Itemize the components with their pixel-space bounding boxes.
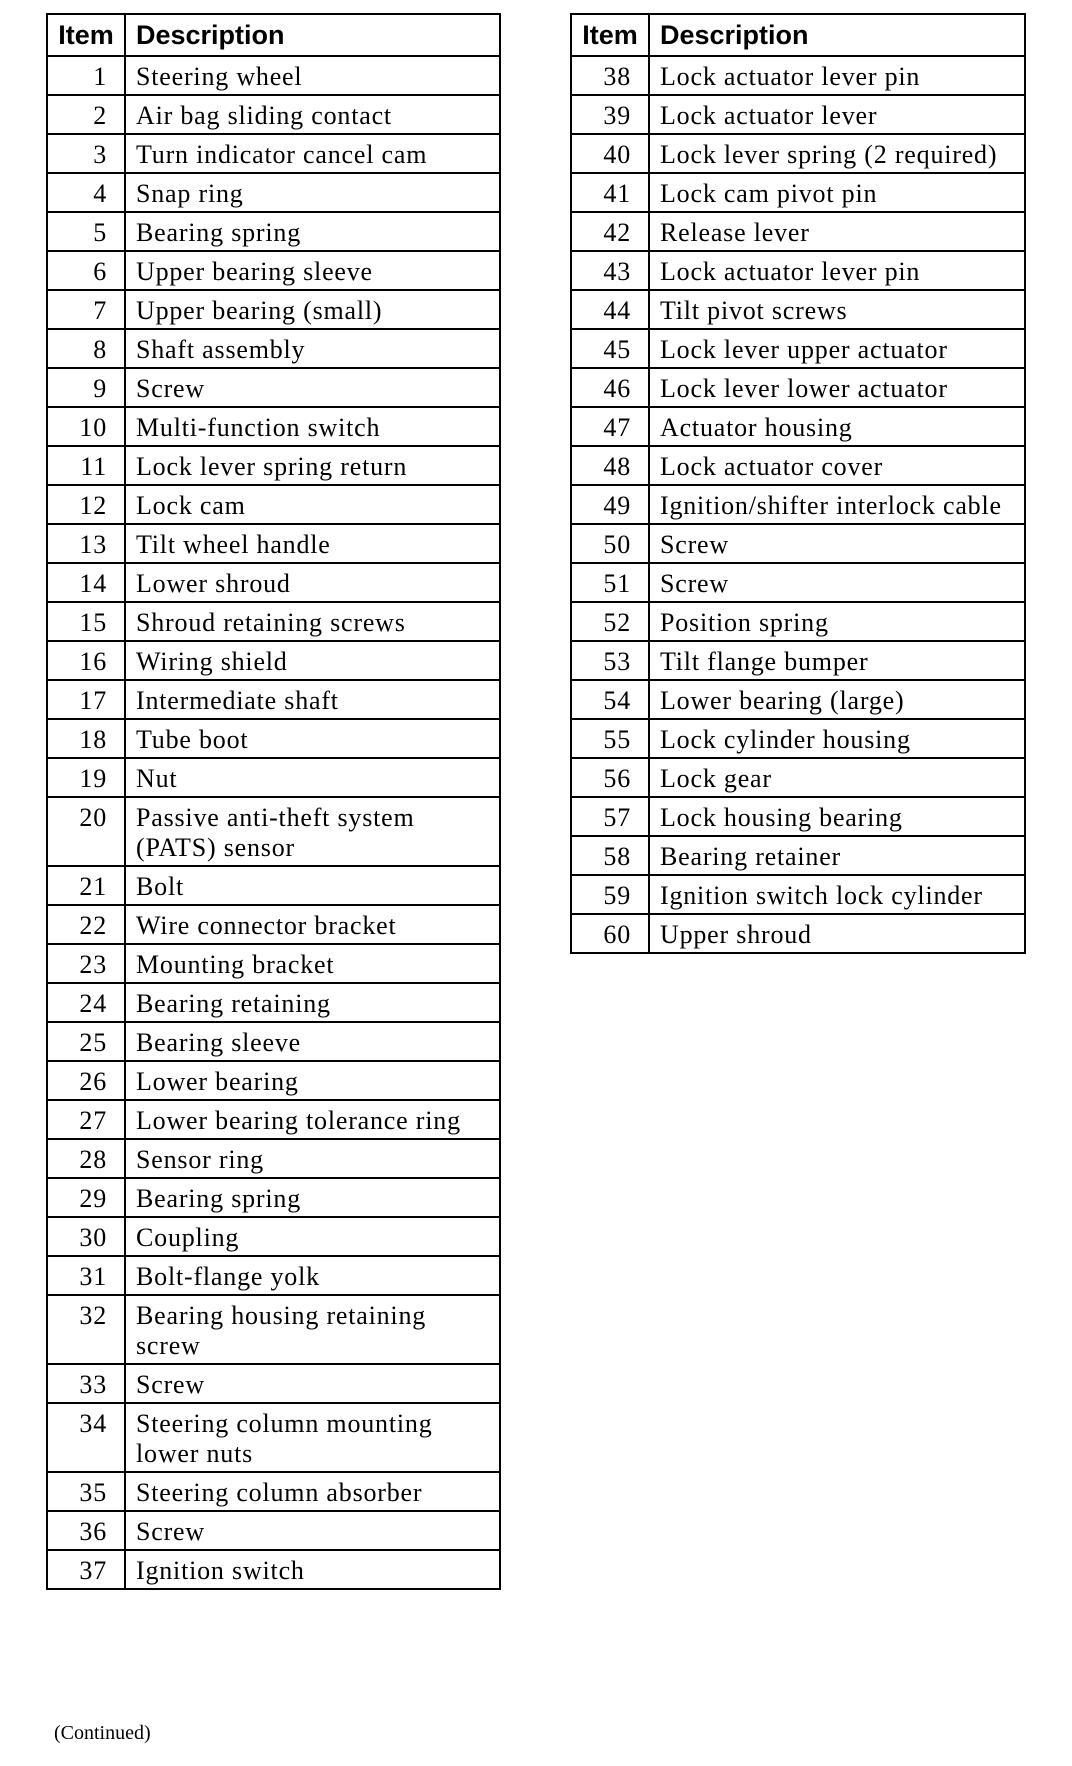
item-description: Actuator housing [649, 407, 1025, 446]
item-description: Upper bearing (small) [125, 290, 500, 329]
item-number: 6 [47, 251, 125, 290]
column-header-item: Item [571, 14, 649, 56]
item-number: 13 [47, 524, 125, 563]
item-number: 10 [47, 407, 125, 446]
item-number: 55 [571, 719, 649, 758]
table-row [47, 1217, 500, 1256]
item-description: Bolt-flange yolk [125, 1256, 500, 1295]
table-row [47, 641, 500, 680]
table-row [47, 95, 500, 134]
table-row [47, 485, 500, 524]
table-row [47, 212, 500, 251]
table-body [47, 56, 500, 1589]
item-number: 27 [47, 1100, 125, 1139]
item-description: Snap ring [125, 173, 500, 212]
item-number: 36 [47, 1511, 125, 1550]
item-number: 16 [47, 641, 125, 680]
column-header-description: Description [649, 14, 1025, 56]
parts-table-right [570, 13, 1026, 954]
item-description: Ignition switch [125, 1550, 500, 1589]
item-number: 51 [571, 563, 649, 602]
table-row [47, 719, 500, 758]
item-description: Wire connector bracket [125, 905, 500, 944]
item-description: Lock lever spring return [125, 446, 500, 485]
table-row [47, 602, 500, 641]
item-description: Lock actuator lever pin [649, 251, 1025, 290]
table-row [571, 95, 1025, 134]
item-number: 43 [571, 251, 649, 290]
item-description: Tilt wheel handle [125, 524, 500, 563]
item-number: 3 [47, 134, 125, 173]
item-description: Lock actuator lever pin [649, 56, 1025, 95]
table-body [571, 56, 1025, 953]
table-row [47, 56, 500, 95]
table-row [47, 251, 500, 290]
table-row [47, 680, 500, 719]
item-number: 53 [571, 641, 649, 680]
item-description: Tilt pivot screws [649, 290, 1025, 329]
table-row [47, 368, 500, 407]
table-row [571, 836, 1025, 875]
item-description: Release lever [649, 212, 1025, 251]
table-row [571, 914, 1025, 953]
item-number: 47 [571, 407, 649, 446]
table-row [47, 797, 500, 866]
item-number: 21 [47, 866, 125, 905]
table-row [47, 758, 500, 797]
table-row [571, 290, 1025, 329]
item-number: 49 [571, 485, 649, 524]
table-row [47, 1511, 500, 1550]
table-row [47, 1061, 500, 1100]
item-description: Lock housing bearing [649, 797, 1025, 836]
item-description: Steering column absorber [125, 1472, 500, 1511]
table-row [571, 641, 1025, 680]
item-number: 32 [47, 1295, 125, 1364]
table-row [571, 329, 1025, 368]
table-row [47, 1100, 500, 1139]
item-number: 31 [47, 1256, 125, 1295]
table-row [47, 1472, 500, 1511]
item-number: 19 [47, 758, 125, 797]
table-row [47, 866, 500, 905]
item-number: 57 [571, 797, 649, 836]
table-row [571, 485, 1025, 524]
item-number: 11 [47, 446, 125, 485]
parts-table-left [46, 13, 501, 1590]
item-description: Lock lever spring (2 required) [649, 134, 1025, 173]
item-number: 14 [47, 563, 125, 602]
item-number: 25 [47, 1022, 125, 1061]
item-description: Lower bearing (large) [649, 680, 1025, 719]
table-row [47, 1295, 500, 1364]
item-number: 15 [47, 602, 125, 641]
item-description: Lock cylinder housing [649, 719, 1025, 758]
item-description: Lower bearing tolerance ring [125, 1100, 500, 1139]
item-description: Lock cam [125, 485, 500, 524]
item-description: Bearing retaining [125, 983, 500, 1022]
item-description: Lock cam pivot pin [649, 173, 1025, 212]
table-row [571, 719, 1025, 758]
item-number: 24 [47, 983, 125, 1022]
item-number: 12 [47, 485, 125, 524]
item-number: 44 [571, 290, 649, 329]
item-number: 30 [47, 1217, 125, 1256]
table-row [571, 173, 1025, 212]
item-description: Lock gear [649, 758, 1025, 797]
table-row [47, 1139, 500, 1178]
table-row [571, 251, 1025, 290]
item-description: Shroud retaining screws [125, 602, 500, 641]
item-description: Position spring [649, 602, 1025, 641]
table-row [571, 134, 1025, 173]
item-number: 9 [47, 368, 125, 407]
item-number: 29 [47, 1178, 125, 1217]
item-description: Tilt flange bumper [649, 641, 1025, 680]
item-description: Bearing spring [125, 1178, 500, 1217]
item-description: Coupling [125, 1217, 500, 1256]
item-number: 18 [47, 719, 125, 758]
item-description: Screw [125, 368, 500, 407]
table-row [571, 56, 1025, 95]
item-number: 1 [47, 56, 125, 95]
item-description: Intermediate shaft [125, 680, 500, 719]
table-row [47, 983, 500, 1022]
item-number: 8 [47, 329, 125, 368]
item-description: Ignition/shifter interlock cable [649, 485, 1025, 524]
table-row [47, 134, 500, 173]
table-row [571, 758, 1025, 797]
table-row [47, 290, 500, 329]
column-header-description: Description [125, 14, 500, 56]
table-row [47, 173, 500, 212]
item-description: Screw [649, 524, 1025, 563]
item-description: Upper shroud [649, 914, 1025, 953]
table-header-row [47, 14, 500, 56]
item-number: 20 [47, 797, 125, 866]
item-description: Lock lever upper actuator [649, 329, 1025, 368]
table-row [571, 524, 1025, 563]
item-number: 40 [571, 134, 649, 173]
table-row [47, 329, 500, 368]
table-row [571, 602, 1025, 641]
item-description: Ignition switch lock cylinder [649, 875, 1025, 914]
item-description: Lower shroud [125, 563, 500, 602]
item-description: Screw [649, 563, 1025, 602]
table-row [47, 407, 500, 446]
item-description: Tube boot [125, 719, 500, 758]
item-number: 46 [571, 368, 649, 407]
table-row [47, 1022, 500, 1061]
item-description: Bearing housing retaining screw [125, 1295, 500, 1364]
table-row [47, 1403, 500, 1472]
table-row [47, 563, 500, 602]
item-number: 56 [571, 758, 649, 797]
table-row [571, 680, 1025, 719]
item-description: Wiring shield [125, 641, 500, 680]
item-number: 52 [571, 602, 649, 641]
item-number: 59 [571, 875, 649, 914]
table-row [571, 875, 1025, 914]
item-number: 39 [571, 95, 649, 134]
item-description: Bolt [125, 866, 500, 905]
table-row [47, 446, 500, 485]
item-number: 35 [47, 1472, 125, 1511]
item-number: 37 [47, 1550, 125, 1589]
item-number: 50 [571, 524, 649, 563]
item-number: 45 [571, 329, 649, 368]
item-number: 22 [47, 905, 125, 944]
item-number: 17 [47, 680, 125, 719]
table-row [571, 446, 1025, 485]
table-row [47, 1178, 500, 1217]
item-description: Nut [125, 758, 500, 797]
item-description: Shaft assembly [125, 329, 500, 368]
table-row [571, 407, 1025, 446]
item-number: 48 [571, 446, 649, 485]
item-description: Screw [125, 1364, 500, 1403]
item-number: 60 [571, 914, 649, 953]
table-row [571, 368, 1025, 407]
item-number: 34 [47, 1403, 125, 1472]
item-number: 23 [47, 944, 125, 983]
item-description: Air bag sliding contact [125, 95, 500, 134]
item-description: Steering column mounting lower nuts [125, 1403, 500, 1472]
item-description: Lock actuator lever [649, 95, 1025, 134]
item-description: Turn indicator cancel cam [125, 134, 500, 173]
continued-note: (Continued) [54, 1722, 151, 1744]
item-number: 58 [571, 836, 649, 875]
item-number: 5 [47, 212, 125, 251]
item-description: Upper bearing sleeve [125, 251, 500, 290]
item-description: Bearing sleeve [125, 1022, 500, 1061]
item-description: Multi-function switch [125, 407, 500, 446]
item-description: Lock lever lower actuator [649, 368, 1025, 407]
item-description: Sensor ring [125, 1139, 500, 1178]
table-row [571, 797, 1025, 836]
column-header-item: Item [47, 14, 125, 56]
table-row [571, 212, 1025, 251]
item-description: Mounting bracket [125, 944, 500, 983]
item-description: Bearing spring [125, 212, 500, 251]
item-number: 28 [47, 1139, 125, 1178]
item-number: 33 [47, 1364, 125, 1403]
item-description: Screw [125, 1511, 500, 1550]
table-row [47, 944, 500, 983]
table-row [571, 563, 1025, 602]
table-row [47, 1364, 500, 1403]
item-number: 54 [571, 680, 649, 719]
item-number: 41 [571, 173, 649, 212]
item-description: Passive anti-theft system (PATS) sensor [125, 797, 500, 866]
item-description: Lower bearing [125, 1061, 500, 1100]
item-description: Steering wheel [125, 56, 500, 95]
item-number: 4 [47, 173, 125, 212]
item-number: 7 [47, 290, 125, 329]
table-row [47, 1256, 500, 1295]
table-row [47, 905, 500, 944]
item-number: 2 [47, 95, 125, 134]
item-number: 38 [571, 56, 649, 95]
item-description: Lock actuator cover [649, 446, 1025, 485]
table-row [47, 524, 500, 563]
item-number: 26 [47, 1061, 125, 1100]
table-row [47, 1550, 500, 1589]
table-header-row [571, 14, 1025, 56]
item-number: 42 [571, 212, 649, 251]
item-description: Bearing retainer [649, 836, 1025, 875]
